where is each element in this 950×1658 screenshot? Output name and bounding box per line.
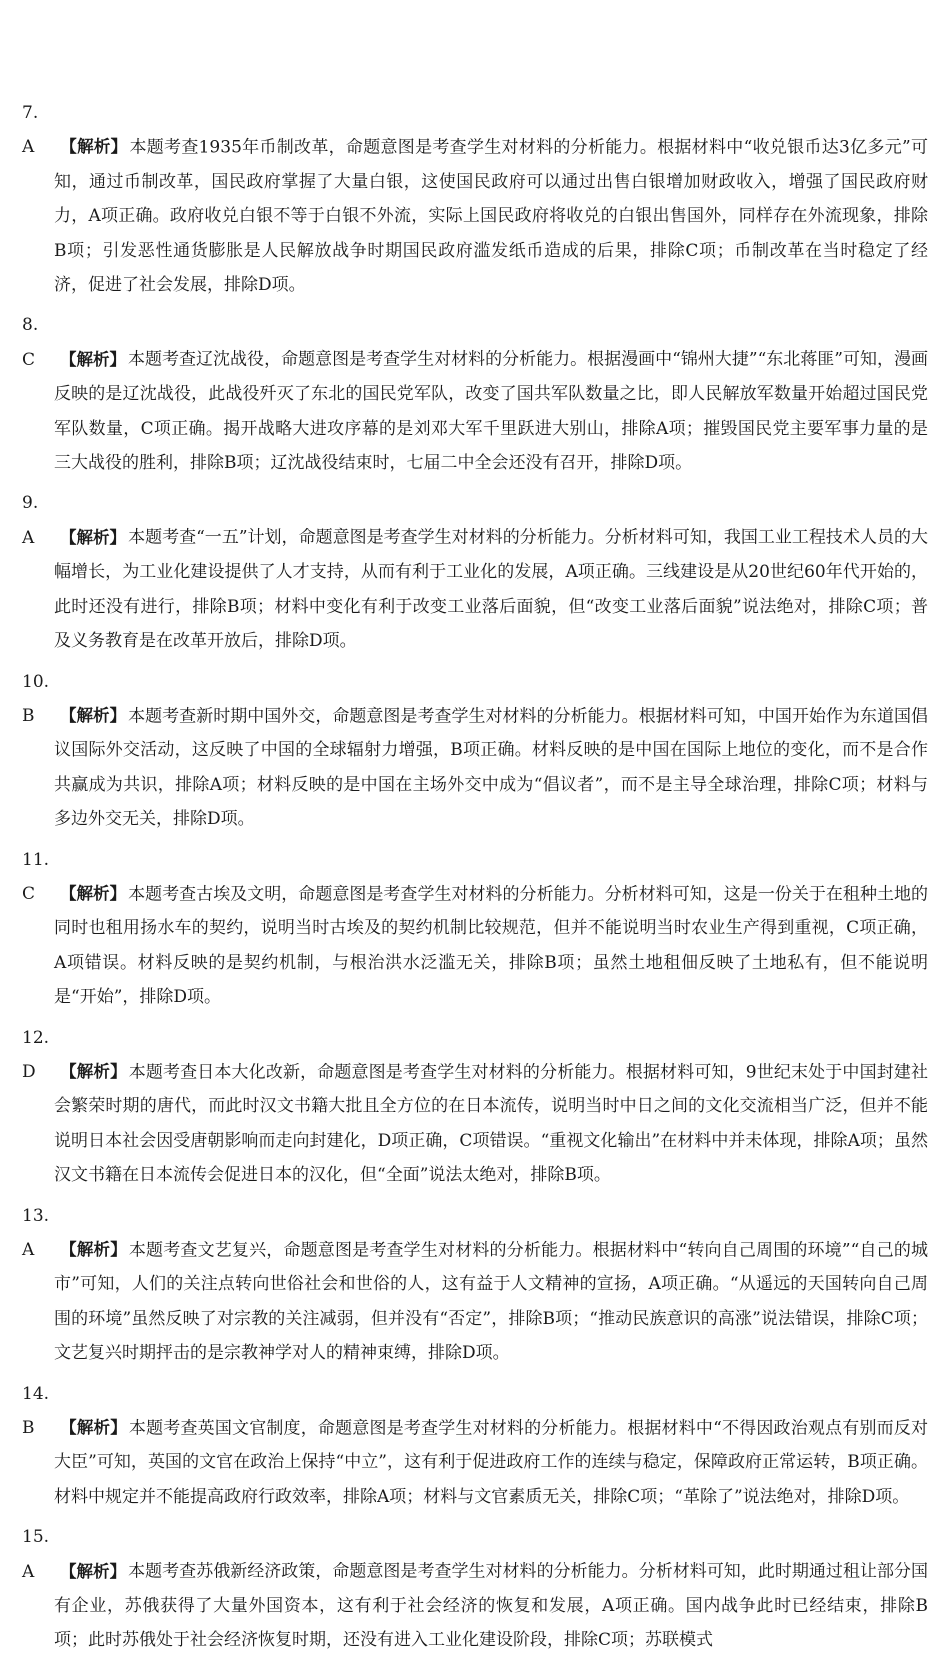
question-number: 8. C	[22, 315, 39, 370]
answer-item-8	[22, 308, 928, 480]
question-number: 12. D	[22, 1027, 50, 1082]
answer-text: 本题考查苏俄新经济政策，命题意图是考查学生对材料的分析能力。分析材料可知，此时期通过租让部分国有企业，苏俄获得了大量外国资本，这有利于社会经济的恢复和发展，A项正确。国内战争此时已经结束，排除B项；此时苏俄处于社会经济恢复时期，还没有进入工业化建设阶段，排除C项；苏联模式	[54, 1561, 929, 1651]
answer-text: 本题考查“一五”计划，命题意图是考查学生对材料的分析能力。分析材料可知，我国工业工程技术人员的大幅增长，为工业化建设提供了人才支持，从而有利于工业化的发展，A项正确。三线建设是从20世纪60年代开始的，此时还没有进行，排除B项；材料中变化有利于改变工业落后面貌，但“改变工业落后面貌”说法绝对，排除C项；普及义务教育是在改革开放后，排除D项。	[54, 527, 928, 652]
answer-item-13	[22, 1199, 928, 1371]
answer-text: 本题考查古埃及文明，命题意图是考查学生对材料的分析能力。分析材料可知，这是一份关于在租种土地的同时也租用扬水车的契约，说明当时古埃及的契约机制比较规范，但并不能说明当时农业生产得到重视，C项正确，A项错误。材料反映的是契约机制，与根治洪水泛滥无关，排除B项；虽然土地租佃反映了土地私有，但不能说明是“开始”，排除D项。	[54, 883, 929, 1008]
answer-item-15	[22, 1520, 928, 1658]
answer-paragraph	[22, 1021, 928, 1193]
answer-paragraph	[22, 1520, 928, 1658]
answer-paragraph	[22, 96, 928, 302]
analysis-tag: 【解析】	[60, 527, 127, 547]
answer-text: 本题考查日本大化改新，命题意图是考查学生对材料的分析能力。根据材料可知，9世纪末处于中国封建社会繁荣时期的唐代，而此时汉文书籍大批且全方位的在日本流传，说明当时中日之间的文化交流相当广泛，但并不能说明日本社会因受唐朝影响而走向封建化，D项正确，C项错误。“重视文化输出”在材料中并未体现，排除A项；虽然汉文书籍在日本流传会促进日本的汉化，但“全面”说法太绝对，排除B项。	[54, 1061, 928, 1186]
answer-item-11	[22, 843, 928, 1015]
answer-paragraph	[22, 665, 928, 837]
answer-item-7	[22, 96, 928, 302]
analysis-tag: 【解析】	[60, 705, 127, 725]
answer-text: 本题考查辽沈战役，命题意图是考查学生对材料的分析能力。根据漫画中“锦州大捷”“东北蒋匪”可知，漫画反映的是辽沈战役，此战役歼灭了东北的国民党军队，改变了国共军队数量之比，即人民解放军数量开始超过国民党军队数量，C项正确。揭开战略大进攻序幕的是刘邓大军千里跃进大别山，排除A项；摧毁国民党主要军事力量的是三大战役的胜利，排除B项；辽沈战役结束时，七届二中全会还没有召开，排除D项。	[54, 349, 929, 474]
analysis-tag: 【解析】	[60, 1418, 127, 1438]
answer-paragraph	[22, 308, 928, 480]
answer-text: 本题考查新时期中国外交，命题意图是考查学生对材料的分析能力。根据材料可知，中国开始作为东道国倡议国际外交活动，这反映了中国的全球辐射力增强，B项正确。材料反映的是中国在国际上地位的变化，而不是合作共赢成为共识，排除A项；材料反映的是中国在主场外交中成为“倡议者”，而不是主导全球治理，排除C项；材料与多边外交无关，排除D项。	[54, 705, 929, 830]
answer-paragraph	[22, 1377, 928, 1515]
answer-text: 本题考查1935年币制改革，命题意图是考查学生对材料的分析能力。根据材料中“收兑银币达3亿多元”可知，通过币制改革，国民政府掌握了大量白银，这使国民政府可以通过出售白银增加财政收入，增强了国民政府财力，A项正确。政府收兑白银不等于白银不外流，实际上国民政府将收兑的白银出售国外，同样存在外流现象，排除B项；引发恶性通货膨胀是人民解放战争时期国民政府滥发纸币造成的后果，排除C项；币制改革在当时稳定了经济，促进了社会发展，排除D项。	[54, 137, 928, 296]
analysis-tag: 【解析】	[60, 1061, 127, 1081]
answer-paragraph	[22, 843, 928, 1015]
question-number: 10. B	[22, 671, 50, 726]
question-number: 7. A	[22, 103, 39, 158]
answer-item-9	[22, 486, 928, 658]
answer-item-10	[22, 665, 928, 837]
answer-text: 本题考查文艺复兴，命题意图是考查学生对材料的分析能力。根据材料中“转向自己周围的环境”“自己的城市”可知，人们的关注点转向世俗社会和世俗的人，这有益于人文精神的宣扬，A项正确。“从遥远的天国转向自己周围的环境”虽然反映了对宗教的关注减弱，但并没有“否定”，排除B项；“推动民族意识的高涨”说法错误，排除C项；文艺复兴时期抨击的是宗教神学对人的精神束缚，排除D项。	[54, 1240, 928, 1364]
question-number: 15. A	[22, 1527, 50, 1582]
analysis-tag: 【解析】	[60, 1240, 127, 1259]
question-number: 9. A	[22, 493, 39, 548]
answer-item-12	[22, 1021, 928, 1193]
question-number: 11. C	[22, 849, 50, 904]
answer-text: 本题考查英国文官制度，命题意图是考查学生对材料的分析能力。根据材料中“不得因政治观点有别而反对大臣”可知，英国的文官在政治上保持“中立”，这有利于促进政府工作的连续与稳定，保障政府正常运转，B项正确。材料中规定并不能提高政府行政效率，排除A项；材料与文官素质无关，排除C项；“革除了”说法绝对，排除D项。	[54, 1418, 928, 1507]
analysis-tag: 【解析】	[60, 1561, 127, 1581]
question-number: 14. B	[22, 1383, 50, 1439]
answer-paragraph	[22, 486, 928, 658]
analysis-tag: 【解析】	[60, 883, 127, 903]
question-number: 13. A	[22, 1205, 50, 1260]
analysis-tag: 【解析】	[60, 349, 127, 369]
answer-paragraph	[22, 1199, 928, 1371]
answer-item-14	[22, 1377, 928, 1515]
analysis-tag: 【解析】	[60, 137, 128, 157]
